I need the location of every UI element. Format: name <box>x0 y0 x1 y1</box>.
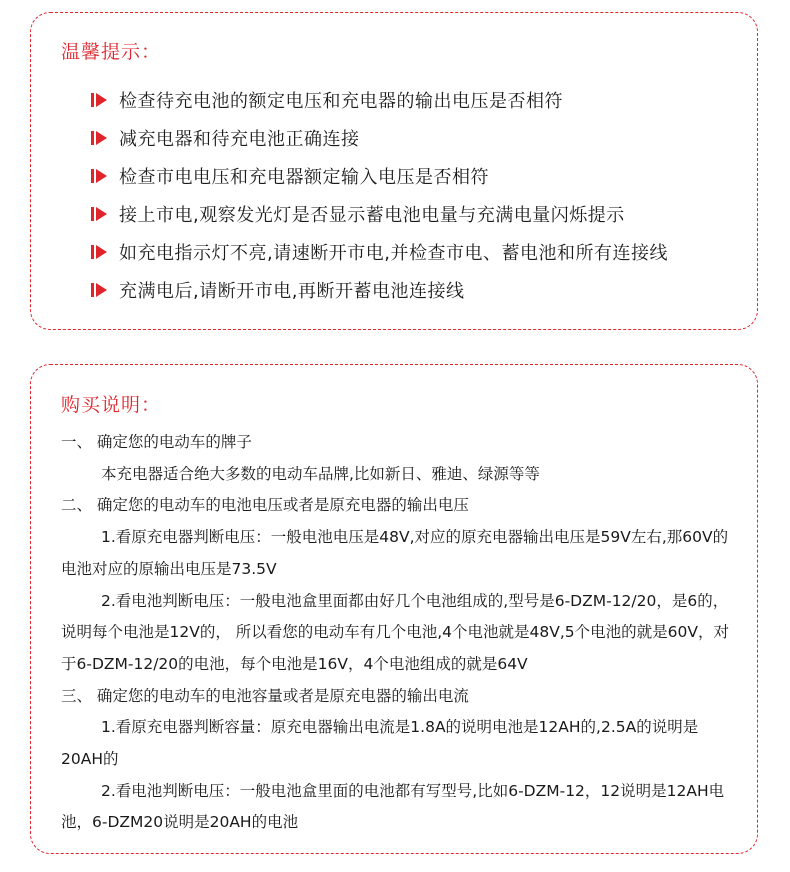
tip-item <box>89 119 668 157</box>
tips-card <box>30 12 758 330</box>
tip-text: 接上市电,观察发光灯是否显示蓄电池电量与充满电量闪烁提示 <box>119 205 625 226</box>
tip-text: 充满电后,请断开市电,再断开蓄电池连接线 <box>119 281 465 302</box>
section3-heading: 三、 确定您的电动车的电池容量或者是原充电器的输出电流 <box>61 686 469 705</box>
red-play-icon <box>89 242 109 262</box>
section1-heading: 一、 确定您的电动车的牌子 <box>61 433 252 451</box>
tip-text: 检查市电电压和充电器额定输入电压是否相符 <box>119 167 489 188</box>
tips-list <box>89 81 668 309</box>
section2-heading: 二、 确定您的电动车的电池电压或者是原充电器的输出电压 <box>61 496 469 515</box>
red-play-icon <box>89 280 109 300</box>
tips-title: 温馨提示： <box>61 41 162 63</box>
section3-paragraph-2: 2.看电池判断电压：一般电池盒里面的电池都有写型号,比如6-DZM-12，12说明是12AH电池，6-DZM20说明是20AH的电池 <box>61 781 725 832</box>
tip-text: 检查待充电池的额定电压和充电器的输出电压是否相符 <box>119 91 563 112</box>
section3-paragraph-1: 1.看原充电器判断容量：原充电器输出电流是1.8A的说明电池是12AH的,2.5A的说明是20AH的 <box>61 718 699 769</box>
tip-text: 如充电指示灯不亮,请速断开市电,并检查市电、蓄电池和所有连接线 <box>119 243 668 264</box>
section1-text: 本充电器适合绝大多数的电动车品牌,比如新日、雅迪、绿源等等 <box>101 464 540 483</box>
purchase-title: 购买说明： <box>61 394 162 416</box>
red-play-icon <box>89 166 109 186</box>
red-play-icon <box>89 204 109 224</box>
tip-item <box>89 157 668 195</box>
tip-item <box>89 81 668 119</box>
section2-paragraph-1: 1.看原充电器判断电压：一般电池电压是48V,对应的原充电器输出电压是59V左右,那60V的电池对应的原输出电压是73.5V <box>61 528 729 578</box>
tip-item <box>89 195 668 233</box>
tip-item <box>89 271 668 309</box>
purchase-card <box>30 364 758 854</box>
red-play-icon <box>89 90 109 110</box>
purchase-body <box>61 427 737 839</box>
tip-item <box>89 233 668 271</box>
tip-text: 减充电器和待充电池正确连接 <box>119 129 360 150</box>
section2-paragraph-2: 2.看电池判断电压：一般电池盒里面都由好几个电池组成的,型号是6-DZM-12/20，是6的，说明每个电池是12V的， 所以看您的电动车有几个电池,4个电池就是48V,5个电池的就是60V，对于6-DZM-12/20的电池，每个电池是16V，4个电池组成的就是64V <box>61 591 729 673</box>
red-play-icon <box>89 128 109 148</box>
